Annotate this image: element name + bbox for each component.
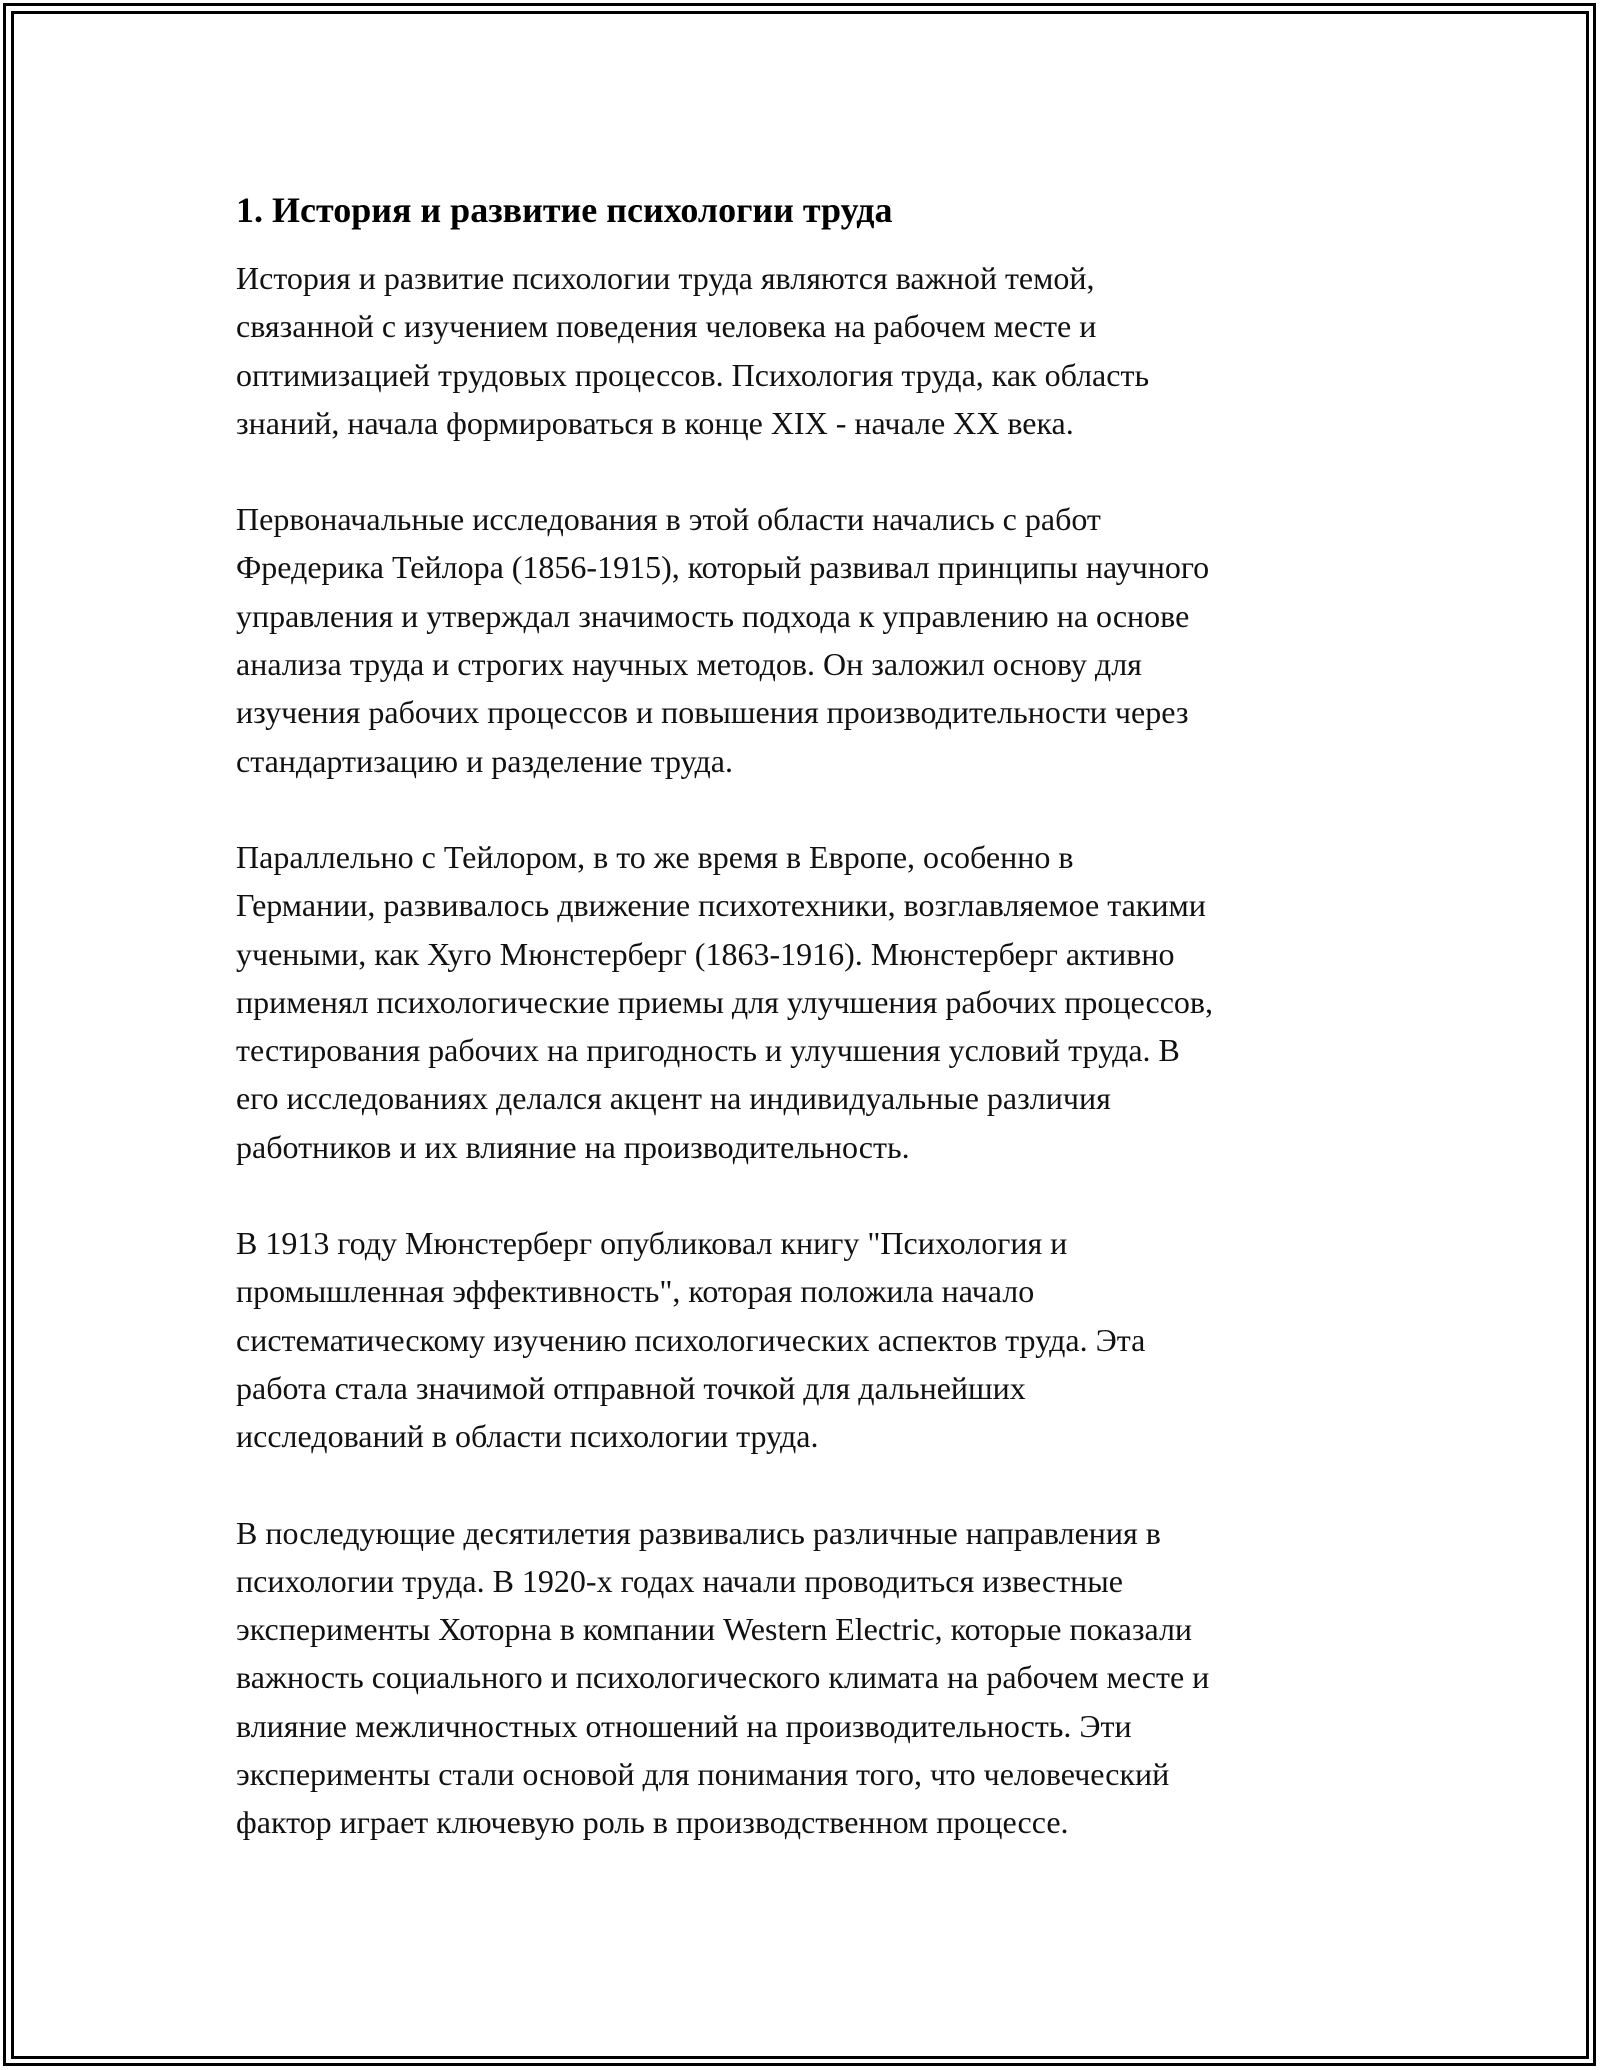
paragraph-line: Фредерика Тейлора (1856-1915), который развивал принципы научного <box>236 549 1210 586</box>
paragraph-line: работников и их влияние на производительность. <box>236 1128 910 1165</box>
paragraph-line: В последующие десятилетия развивались различные направления в <box>236 1514 1161 1551</box>
paragraph-line: Первоначальные исследования в этой области начались с работ <box>236 501 1101 538</box>
paragraph-line: связанной с изучением поведения человека на рабочем месте и <box>236 308 1097 345</box>
paragraph-line: тестирования рабочих на пригодность и улучшения условий труда. В <box>236 1032 1180 1069</box>
paragraph-line: фактор играет ключевую роль в производственном процессе. <box>236 1804 1069 1841</box>
paragraph-line: влияние межличностных отношений на производительность. Эти <box>236 1707 1132 1744</box>
document-body <box>236 186 1376 1895</box>
paragraph-line: эксперименты Хоторна в компании Western Electric, которые показали <box>236 1611 1193 1648</box>
paragraph-line: знаний, начала формироваться в конце XIX - начале XX века. <box>236 404 1074 441</box>
paragraph-line: История и развитие психологии труда являются важной темой, <box>236 260 1095 296</box>
paragraph-line: Германии, развивалось движение психотехники, возглавляемое такими <box>236 887 1206 924</box>
paragraph-line: В 1913 году Мюнстерберг опубликовал книгу "Психология и <box>236 1225 1068 1262</box>
paragraph-line: работа стала значимой отправной точкой для дальнейших <box>236 1369 1026 1406</box>
paragraph-line: учеными, как Хуго Мюнстерберг (1863-1916). Мюнстерберг активно <box>236 935 1175 972</box>
paragraph-psychotechnics <box>236 833 1376 1171</box>
paragraph-line: психологии труда. В 1920-х годах начали проводиться известные <box>236 1562 1123 1599</box>
paragraph-taylor <box>236 495 1376 785</box>
paragraph-line: применял психологические приемы для улучшения рабочих процессов, <box>236 983 1213 1020</box>
paragraph-line: исследований в области психологии труда. <box>236 1418 819 1455</box>
paragraph-line: эксперименты стали основой для понимания того, что человеческий <box>236 1756 1170 1793</box>
paragraph-line: систематическому изучению психологических аспектов труда. Эта <box>236 1321 1146 1358</box>
paragraph-line: его исследованиях делался акцент на индивидуальные различия <box>236 1080 1111 1117</box>
paragraph-line: важность социального и психологического климата на рабочем месте и <box>236 1659 1210 1696</box>
section-heading: 1. История и развитие психологии труда <box>236 190 893 230</box>
paragraph-line: промышленная эффективность", которая положила начало <box>236 1273 1035 1310</box>
paragraph-book-1913 <box>236 1219 1376 1460</box>
paragraph-line: изучения рабочих процессов и повышения производительности через <box>236 694 1189 731</box>
paragraph-hawthorne <box>236 1509 1376 1847</box>
paragraph-introduction <box>236 254 1376 447</box>
paragraph-line: управления и утверждал значимость подхода к управлению на основе <box>236 597 1190 634</box>
paragraph-line: стандартизацию и разделение труда. <box>236 742 733 779</box>
paragraph-line: анализа труда и строгих научных методов. Он заложил основу для <box>236 646 1142 683</box>
paragraph-line: оптимизацией трудовых процессов. Психология труда, как область <box>236 356 1150 393</box>
paragraph-line: Параллельно с Тейлором, в то же время в Европе, особенно в <box>236 838 1074 875</box>
